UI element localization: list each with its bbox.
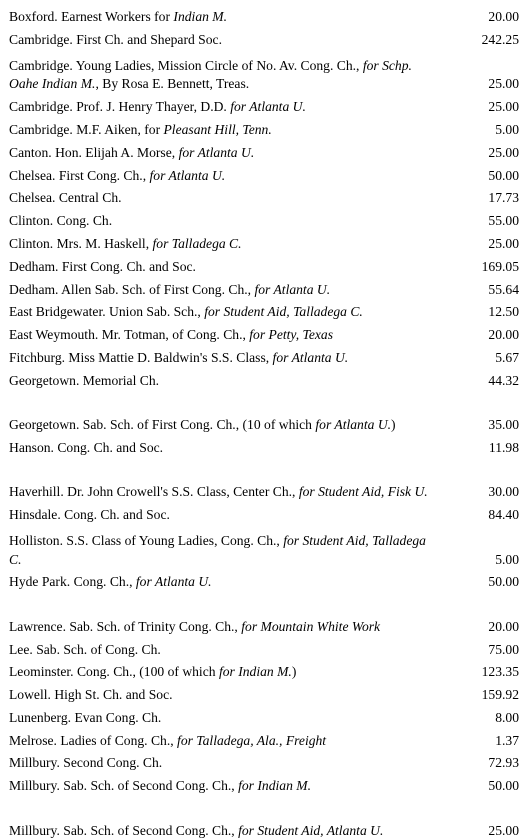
entry-place: Leominster. <box>9 664 74 680</box>
entry-text: Sab. Sch. of Second Cong. Ch., <box>63 778 235 794</box>
entry-amount: 5.00 <box>495 121 519 137</box>
entry-place: Lawrence. <box>9 618 66 634</box>
entry-place: Millbury. <box>9 822 60 838</box>
list-item <box>0 231 528 254</box>
list-item <box>0 50 528 94</box>
entry-text: Second Cong. Ch. <box>63 755 163 771</box>
entry-amount: 1.37 <box>495 732 519 748</box>
entry-text: Cong. Ch., (100 of which <box>76 664 216 680</box>
entry-text: Cong. Ch. and Soc. <box>57 439 164 455</box>
entry-place: Clinton. <box>9 213 54 229</box>
list-item <box>0 140 528 163</box>
list-item <box>0 659 528 682</box>
entry-designation: for Schp. Oahe Indian M. <box>9 57 412 92</box>
entry-designation: for Student Aid, Talladega C. <box>9 532 426 567</box>
entry-place: Lunenberg. <box>9 709 72 725</box>
entry-amount: 50.00 <box>488 574 519 590</box>
entry-designation: for Atlanta U. <box>272 349 349 365</box>
entry-text: Sab. Sch. of Cong. Ch. <box>36 641 161 657</box>
entry-amount: 123.35 <box>481 664 519 680</box>
entry-text: Prof. J. Henry Thayer, D.D. <box>76 99 227 115</box>
entry-text: Mr. Totman, of Cong. Ch., <box>101 327 246 343</box>
entry-designation: for Indian M. <box>238 778 311 794</box>
entry-amount: 72.93 <box>488 755 519 771</box>
entry-amount: 8.00 <box>495 709 519 725</box>
entry-place: Hanson. <box>9 439 54 455</box>
entry-designation: for Student Aid, Fisk U. <box>298 484 428 500</box>
entry-amount: 17.73 <box>488 190 519 206</box>
entry-amount: 84.40 <box>488 507 519 523</box>
entry-amount: 5.00 <box>495 551 519 567</box>
entry-after: ) <box>391 417 396 433</box>
entry-amount: 20.00 <box>488 9 519 25</box>
list-item <box>0 162 528 185</box>
list-item <box>0 299 528 322</box>
list-item <box>0 322 528 345</box>
entry-place: East Bridgewater. <box>9 304 106 320</box>
list-item <box>0 368 528 391</box>
entry-text: First Ch. and Shepard Soc. <box>76 32 222 47</box>
list-item <box>0 569 528 592</box>
entry-text: Sab. Sch. of First Cong. Ch., (10 of which <box>82 417 312 433</box>
entry-text: Young Ladies, Mission Circle of No. Av. Cong. Ch., <box>75 57 360 73</box>
entry-place: Millbury. <box>9 778 60 794</box>
entry-amount: 50.00 <box>488 167 519 183</box>
list-item <box>0 185 528 208</box>
entry-amount: 12.50 <box>488 304 519 320</box>
entry-place: Hyde Park. <box>9 574 71 590</box>
list-item <box>0 117 528 140</box>
entry-amount: 44.32 <box>488 372 519 388</box>
entry-text: Ladies of Cong. Ch., <box>60 732 174 748</box>
entry-designation: for Atlanta U. <box>149 167 226 183</box>
list-item <box>0 276 528 299</box>
entry-amount: 20.00 <box>488 327 519 343</box>
entry-text: Hon. Elijah A. Morse, <box>55 144 176 160</box>
entry-after: ) <box>291 664 297 680</box>
entry-text: Memorial Ch. <box>82 372 160 388</box>
entry-place: Georgetown. <box>9 372 80 388</box>
entry-text: First Cong. Ch., <box>58 167 147 183</box>
entry-text: Sab. Sch. of Second Cong. Ch., <box>63 822 235 838</box>
entry-designation: for Talladega C. <box>152 235 242 251</box>
entry-text: Central Ch. <box>58 190 122 206</box>
entry-place: Chelsea. <box>9 167 56 183</box>
list-item <box>0 208 528 231</box>
entry-place: Dedham. <box>9 281 59 297</box>
entry-amount: 25.00 <box>488 144 519 160</box>
entry-amount: 55.00 <box>488 213 519 229</box>
entry-designation: for Student Aid, Atlanta U. <box>238 822 384 838</box>
entry-after: , By Rosa E. Bennett, Treas. <box>95 76 250 92</box>
entry-designation: Pleasant Hill, Tenn. <box>163 121 272 137</box>
entry-text: S.S. Class of Young Ladies, Cong. Ch., <box>66 532 280 548</box>
entry-designation: for Atlanta U. <box>315 417 392 433</box>
entry-text: Evan Cong. Ch. <box>74 709 162 725</box>
entry-amount: 5.67 <box>495 349 519 365</box>
entry-place: Lee. <box>9 641 33 657</box>
entry-place: Hinsdale. <box>9 507 61 523</box>
entry-amount: 55.64 <box>488 281 519 297</box>
entry-place: East Weymouth. <box>9 327 99 343</box>
entry-amount: 75.00 <box>488 641 519 657</box>
entry-place: Cambridge. <box>9 32 73 47</box>
entry-designation: for Atlanta U. <box>230 99 306 115</box>
entry-amount: 30.00 <box>488 484 519 500</box>
list-item <box>0 773 528 796</box>
entry-place: Holliston. <box>9 532 64 548</box>
entry-designation: for Atlanta U. <box>254 281 331 297</box>
entry-place: Lowell. <box>9 687 51 703</box>
entry-text: Dr. John Crowell's S.S. Class, Center Ch., <box>67 484 296 500</box>
entry-designation: for Atlanta U. <box>135 574 212 590</box>
list-item <box>0 4 528 27</box>
list-item <box>0 592 528 636</box>
entry-text: Sab. Sch. of Trinity Cong. Ch., <box>69 618 238 634</box>
entry-designation: for Student Aid, Talladega C. <box>204 304 363 320</box>
entry-place: Millbury. <box>9 755 60 771</box>
entry-amount: 11.98 <box>488 439 519 455</box>
entry-place: Chelsea. <box>9 190 56 206</box>
entry-text: M.F. Aiken, for <box>76 121 161 137</box>
entry-amount: 25.00 <box>488 822 519 838</box>
entry-place: Dedham. <box>9 258 59 274</box>
entry-place: Cambridge. <box>9 121 73 137</box>
entry-text: Allen Sab. Sch. of First Cong. Ch., <box>61 281 252 297</box>
entry-text: Cong. Ch. <box>56 213 113 229</box>
entry-text: Cong. Ch., <box>73 574 133 590</box>
entry-text: High St. Ch. and Soc. <box>54 687 173 703</box>
entry-text: Miss Mattie D. Baldwin's S.S. Class, <box>68 349 270 365</box>
entry-amount: 20.00 <box>488 618 519 634</box>
list-item <box>0 94 528 117</box>
entry-place: Canton. <box>9 144 52 160</box>
entry-place: Fitchburg. <box>9 349 66 365</box>
entry-amount: 25.00 <box>488 99 519 115</box>
list-item <box>0 458 528 502</box>
list-item <box>0 502 528 525</box>
entry-amount: 159.92 <box>481 687 519 703</box>
list-item <box>0 705 528 728</box>
entry-place: Clinton. <box>9 235 54 251</box>
list-item <box>0 390 528 434</box>
entry-designation: for Indian M. <box>218 664 292 680</box>
entry-place: Boxford. <box>9 9 58 25</box>
list-item <box>0 682 528 705</box>
list-item <box>0 345 528 368</box>
entry-amount: 35.00 <box>488 417 519 433</box>
entry-text: Union Sab. Sch., <box>109 304 201 320</box>
entry-designation: for Atlanta U. <box>178 144 255 160</box>
entry-text: First Cong. Ch. and Soc. <box>61 258 196 274</box>
entry-amount: 50.00 <box>488 778 519 794</box>
entry-designation: for Talladega, Ala., Freight <box>177 732 327 748</box>
entry-text: Mrs. M. Haskell, <box>56 235 150 251</box>
entry-amount: 242.25 <box>481 32 519 47</box>
entry-amount: 25.00 <box>488 235 519 251</box>
entry-designation: Indian M. <box>173 9 228 25</box>
list-item <box>0 254 528 277</box>
entry-designation: for Mountain White Work <box>241 618 381 634</box>
entry-amount: 25.00 <box>488 76 519 92</box>
list-item <box>0 750 528 773</box>
list-item <box>0 636 528 659</box>
list-item <box>0 435 528 458</box>
entry-designation: for Petty, Texas <box>249 327 333 343</box>
entry-place: Haverhill. <box>9 484 64 500</box>
entry-amount: 169.05 <box>481 258 519 274</box>
entry-text: Cong. Ch. and Soc. <box>64 507 170 523</box>
entry-place: Cambridge. <box>9 99 73 115</box>
entry-text: Earnest Workers for <box>61 9 171 25</box>
entry-place: Georgetown. <box>9 417 80 433</box>
entry-place: Cambridge. <box>9 57 73 73</box>
list-item <box>0 727 528 750</box>
list-item <box>0 796 528 840</box>
list-item <box>0 525 528 569</box>
list-item <box>0 27 528 50</box>
entry-place: Melrose. <box>9 732 57 748</box>
